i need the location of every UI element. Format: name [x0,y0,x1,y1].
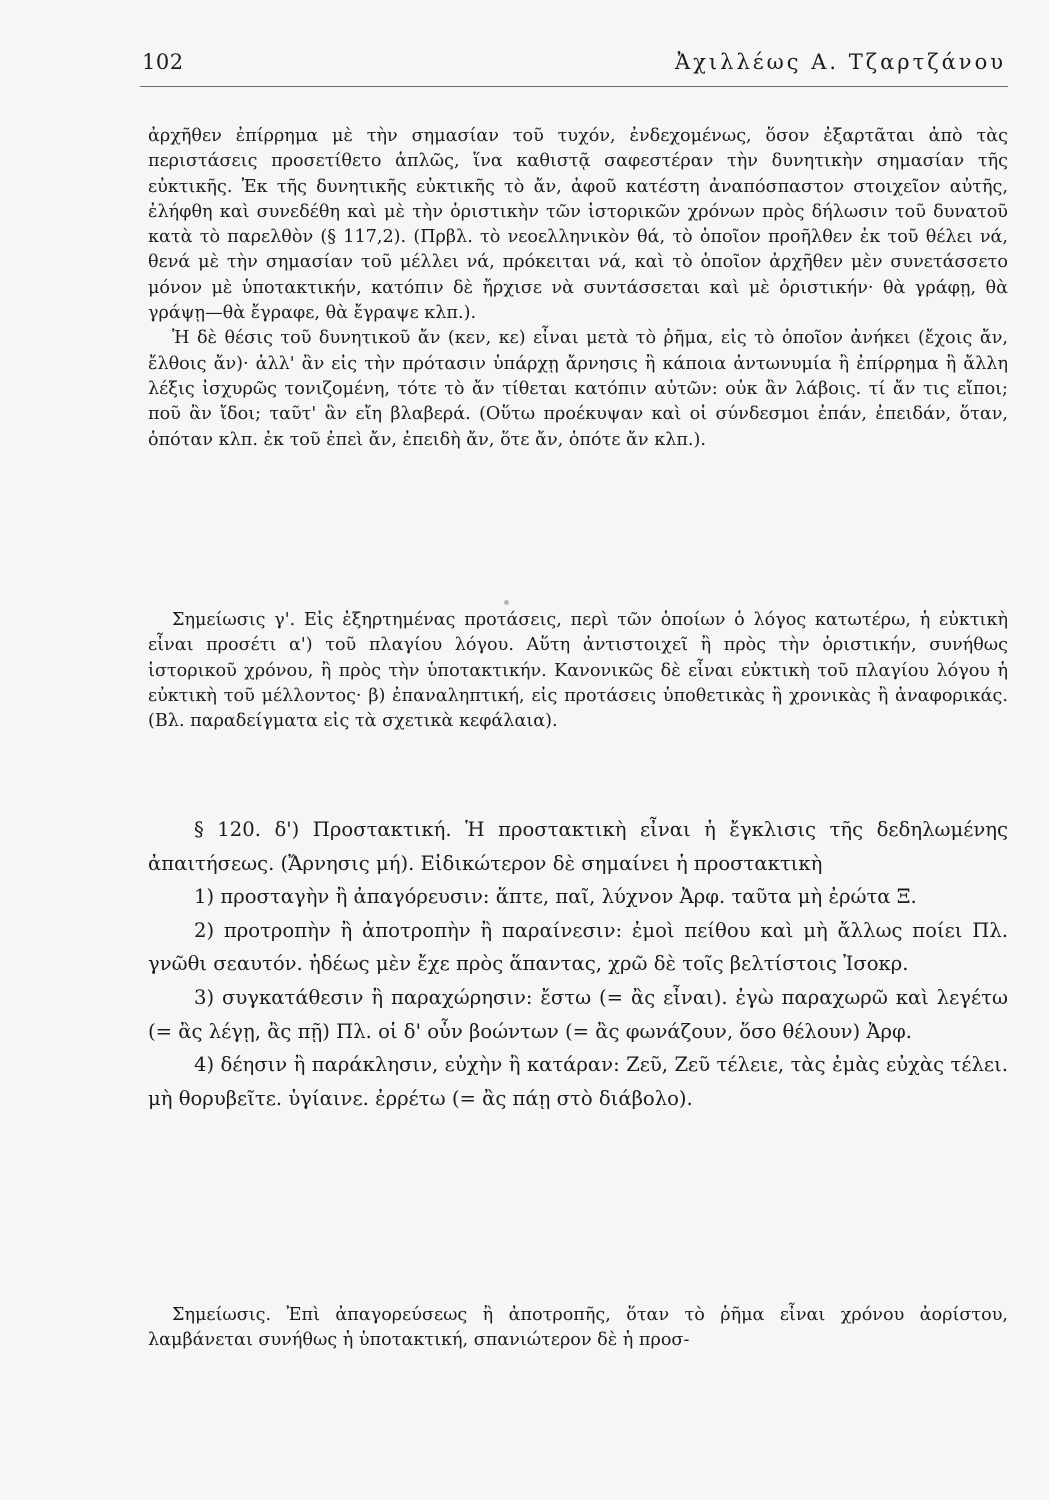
header-rule [140,86,1008,87]
item-3: 3) συγκατάθεσιν ἢ παραχώρησιν: ἔστω (= ἂς εἶναι). ἐγὼ παραχωρῶ καὶ λεγέτω (= ἂς λέγῃ, ἂς πῇ) Πλ. οἱ δ' οὖν βοώντων (= ἂς φωνάζουν, ὅσο θέλουν) Ἀρφ. [148,985,1008,1043]
item-2: 2) προτροπὴν ἢ ἀποτροπὴν ἢ παραίνεσιν: ἐμοὶ πείθου καὶ μὴ ἄλλως ποίει Πλ. γνῶθι σεαυτόν. ἡδέως μὲν ἔχε πρὸς ἅπαντας, χρῶ δὲ τοῖς βελτίστοις Ἰσοκρ. [148,918,1008,976]
paragraph-2: Ἡ δὲ θέσις τοῦ δυνητικοῦ ἄν (κεν, κε) εἶναι μετὰ τὸ ῥῆμα, εἰς τὸ ὁποῖον ἀνήκει (ἔχοις ἄν, ἔλθοις ἄν)· ἀλλ' ἂν εἰς τὴν πρότασιν ὑπάρχῃ ἄρνησις ἢ κάποια ἀντωνυμία ἢ ἐπίρρημα ἢ ἄλλη λέξις ἰσχυρῶς τονιζομένη, τότε τὸ ἄν τίθεται κατόπιν αὐτῶν: οὐκ ἂν λάβοις. τί ἄν τις εἴποι; ποῦ ἂν ἴδοι; ταῦτ' ἂν εἴη βλαβερά. (Οὕτω προέκυψαν καὶ οἱ σύνδεσμοι ἐπάν, ἐπειδάν, ὅταν, ὁπόταν κλπ. ἐκ τοῦ ἐπεὶ ἄν, ἐπειδὴ ἄν, ὅτε ἄν, ὁπότε ἄν κλπ.). [148,328,1008,450]
running-title: Ἀχιλλέως Α. Τζαρτζάνου [675,50,1006,74]
section-120-heading: § 120. δ') Προστακτική. Ἡ προστακτικὴ εἶναι ἡ ἔγκλισις τῆς δεδηλωμένης ἀπαιτήσεως. (Ἄρνησις μή). Εἰδικώτερον δὲ σημαίνει ἡ προστακτικὴ [148,818,1008,875]
item-1: 1) προσταγὴν ἢ ἀπαγόρευσιν: ἅπτε, παῖ, λύχνον Ἀρφ. ταῦτα μὴ ἐρώτα Ξ. [194,885,917,909]
note-block-2 [148,1303,1008,1354]
page-header [140,50,1008,86]
note-block-1 [148,608,1008,734]
page-number: 102 [142,50,184,74]
ornament-dot [504,600,509,605]
item-4: 4) δέησιν ἢ παράκλησιν, εὐχὴν ἢ κατάραν: Ζεῦ, Ζεῦ τέλειε, τὰς ἐμὰς εὐχὰς τέλει. μὴ θορυβεῖτε. ὑγίαινε. ἐρρέτω (= ἂς πάῃ στὸ διάβολο). [148,1053,1008,1110]
paragraph-1: ἀρχῆθεν ἐπίρρημα μὲ τὴν σημασίαν τοῦ τυχόν, ἐνδεχομένως, ὅσον ἐξαρτᾶται ἀπὸ τὰς περιστάσεις προσετίθετο ἁπλῶς, ἵνα καθιστᾷ σαφεστέραν τὴν δυνητικὴν σημασίαν τῆς εὐκτικῆς. Ἐκ τῆς δυνητικῆς εὐκτικῆς τὸ ἄν, ἀφοῦ κατέστη ἀναπόσπαστον στοιχεῖον αὐτῆς, ἐλήφθη καὶ συνεδέθη καὶ μὲ τὴν ὁριστικὴν τῶν ἱστορικῶν χρόνων πρὸς δήλωσιν τοῦ δυνατοῦ κατὰ τὸ παρελθὸν (§ 117,2). (Πρβλ. τὸ νεοελληνικὸν θά, τὸ ὁποῖον προῆλθεν ἐκ τοῦ θέλει νά, θενά μὲ τὴν σημασίαν τοῦ μέλλει νά, πρόκειται νά, καὶ τὸ ὁποῖον ἀρχῆθεν μὲν συνετάσσετο μόνον μὲ ὑποτακτικήν, κατόπιν δὲ ἤρχισε νὰ συντάσσεται καὶ μὲ ὁριστικήν· θὰ γράφῃ, θὰ γράψῃ—θὰ ἔγραφε, θὰ ἔγραψε κλπ.). [148,126,1008,324]
text-block-upper [148,124,1008,453]
note-2: Σημείωσις. Ἐπὶ ἀπαγορεύσεως ἢ ἀποτροπῆς, ὅταν τὸ ῥῆμα εἶναι χρόνου ἀορίστου, λαμβάνεται συνήθως ἡ ὑποτακτική, σπανιώτερον δὲ ἡ προσ- [148,1305,1008,1351]
section-120-block [148,813,1008,1115]
note-1: Σημείωσις γ'. Εἰς ἐξηρτημένας προτάσεις, περὶ τῶν ὁποίων ὁ λόγος κατωτέρω, ἡ εὐκτικὴ εἶναι προσέτι α') τοῦ πλαγίου λόγου. Αὕτη ἀντιστοιχεῖ ἢ πρὸς τὴν ὁριστικήν, συνήθως ἱστορικοῦ χρόνου, ἢ πρὸς τὴν ὑποτακτικήν. Κανονικῶς δὲ εἶναι εὐκτικὴ τοῦ πλαγίου λόγου ἡ εὐκτικὴ τοῦ μέλλοντος· β) ἐπαναληπτική, εἰς προτάσεις ὑποθετικὰς ἢ χρονικὰς ἢ ἀναφορικάς. (Βλ. παραδείγματα εἰς τὰ σχετικὰ κεφάλαια). [148,610,1008,732]
